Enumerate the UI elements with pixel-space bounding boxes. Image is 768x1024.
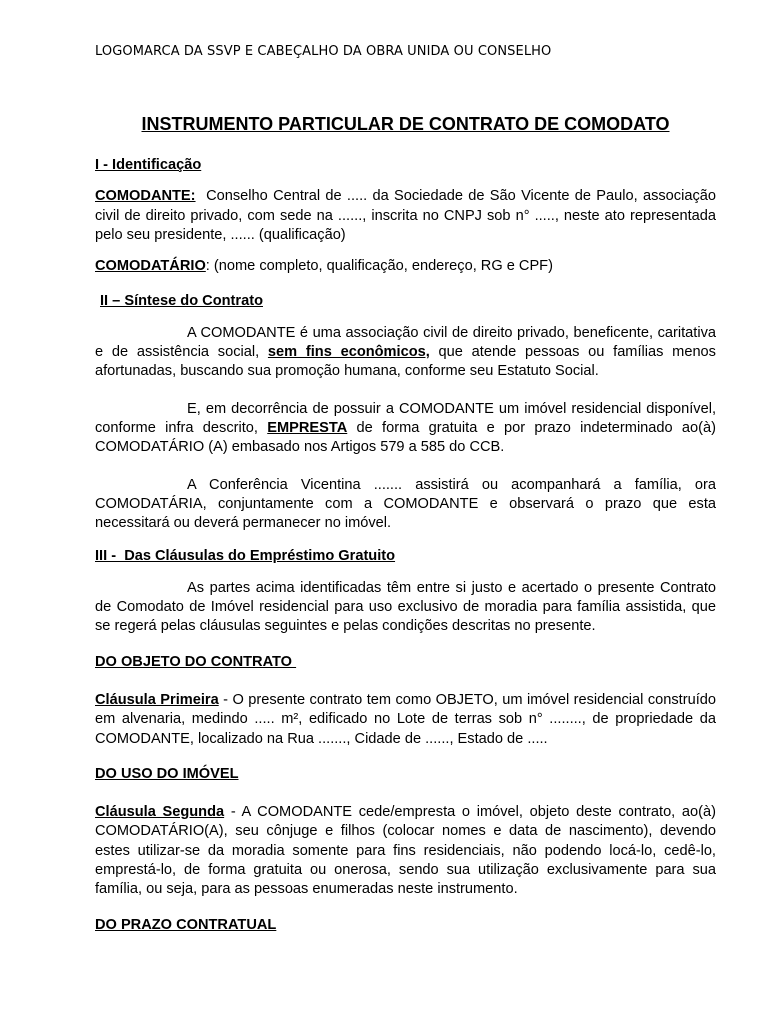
clausula-primeira-label: Cláusula Primeira <box>95 691 219 708</box>
section-clausulas-heading: III - Das Cláusulas do Empréstimo Gratuito <box>95 548 396 565</box>
p2-text-c: de forma gratuita e por prazo indeterminado ao(à) COMODATÁRIO (A) embasado nos Artigos 579 a 585 do CCB. <box>95 419 716 456</box>
clausula-segunda-text: - A COMODANTE cede/empresta o imóvel, objeto deste contrato, ao(à) COMODATÁRIO(A), seu cônjuge e filhos (colocar nomes e data de nascimento), devendo estes utilizar-se da moradia somente para fins residenciais, não podendo locá-lo, cedê-lo, emprestá-lo, de forma gratuita ou onerosa, sendo sua utilização exclusivamente para sua família, ou seja, para as pessoas enumeradas neste instrumento. <box>95 804 716 898</box>
comodatario-text: : (nome completo, qualificação, endereço, RG e CPF) <box>205 258 553 275</box>
document-body <box>95 112 721 947</box>
objeto-heading: DO OBJETO DO CONTRATO <box>95 653 297 670</box>
comodante-paragraph <box>95 187 721 245</box>
comodante-label: COMODANTE: <box>95 188 196 205</box>
clausula-segunda <box>95 803 716 899</box>
paragraph-partes: As partes acima identificadas têm entre si justo e acertado o presente Contrato de Comodato de Imóvel residencial para uso exclusivo de moradia para família assistida, que se regerá pelas cláusulas seguintes e pelas condições descritas no presente. <box>95 579 716 635</box>
document-header: LOGOMARCA DA SSVP E CABEÇALHO DA OBRA UNIDA OU CONSELHO <box>95 44 552 59</box>
uso-heading: DO USO DO IMÓVEL <box>95 765 239 782</box>
prazo-heading: DO PRAZO CONTRATUAL <box>95 916 277 933</box>
comodatario-label: COMODATÁRIO <box>95 258 206 275</box>
p1-text-a: A COMODANTE é uma associação civil de direito privado, beneficente, caritativa e de assistência social, <box>95 324 716 361</box>
comodatario-paragraph <box>95 257 716 276</box>
p1-text-c: que atende pessoas ou famílias menos afortunadas, buscando sua promoção humana, conforme seu Estatuto Social. <box>95 344 716 380</box>
section-identificacao-heading: I - Identificação <box>95 157 202 173</box>
paragraph-conferencia: A Conferência Vicentina ....... assistirá ou acompanhará a família, ora COMODATÁRIA, conjuntamente com a COMODANTE e observará o prazo que esta necessitará ou deverá permanecer no imóvel. <box>95 476 716 532</box>
p2-text-a: E, em decorrência de possuir a COMODANTE um imóvel residencial disponível, conforme infra descrito, <box>95 400 716 436</box>
clausula-primeira <box>95 691 716 749</box>
section-sintese-heading: II – Síntese do Contrato <box>100 293 263 310</box>
p2-emphasis: EMPRESTA <box>267 419 348 436</box>
document-title: INSTRUMENTO PARTICULAR DE CONTRATO DE COMODATO <box>141 114 670 134</box>
clausula-segunda-label: Cláusula Segunda <box>95 804 225 821</box>
clausula-primeira-text: - O presente contrato tem como OBJETO, um imóvel residencial construído em alvenaria, medindo ..... m², edificado no Lote de terras sob n° ........, de propriedade da COMODANTE, localizado na Rua ......., Cidade de ......, Estado de ..... <box>95 691 717 747</box>
paragraph-comodante-descricao <box>95 324 716 382</box>
paragraph-emprestimo <box>95 400 716 458</box>
comodante-text: Conselho Central de ..... da Sociedade de São Vicente de Paulo, associação civil de direito privado, com sede na ......, inscrita no CNPJ sob n° ....., neste ato representada pelo seu presidente, ...... (qualificação) <box>95 188 721 243</box>
p1-emphasis: sem fins econômicos, <box>267 344 430 361</box>
